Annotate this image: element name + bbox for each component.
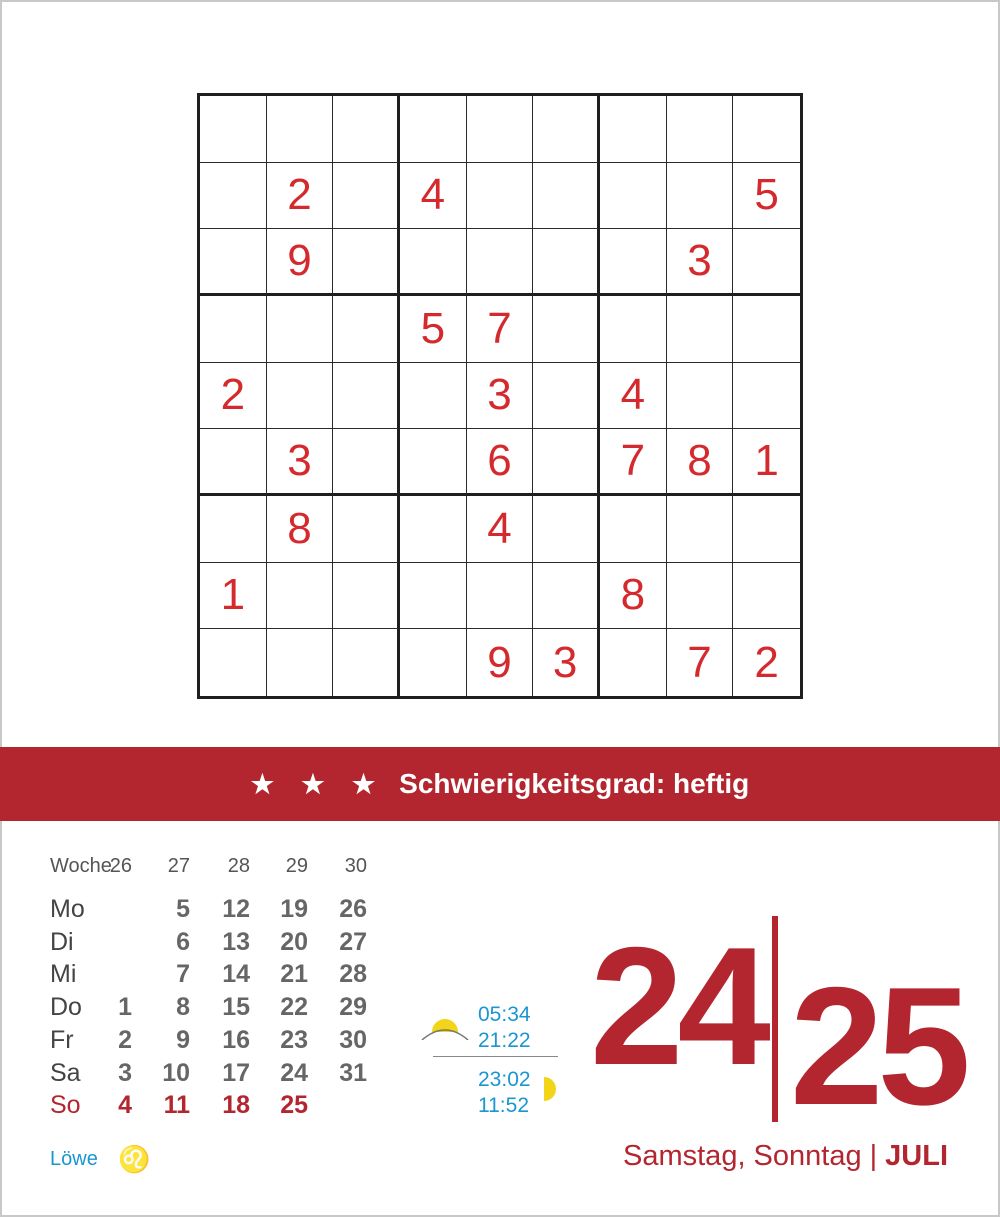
sudoku-cell[interactable] [333, 296, 400, 363]
calendar-date: 2 [118, 1025, 132, 1054]
sun-moon-divider [433, 1056, 558, 1057]
sudoku-cell[interactable]: 5 [733, 163, 800, 230]
sudoku-cell[interactable]: 8 [267, 496, 334, 563]
sudoku-cell[interactable]: 9 [467, 629, 534, 696]
sudoku-cell[interactable]: 1 [200, 563, 267, 630]
sudoku-cell[interactable] [400, 496, 467, 563]
calendar-date: 25 [280, 1091, 308, 1120]
sudoku-cell[interactable] [400, 563, 467, 630]
sudoku-cell[interactable] [200, 429, 267, 496]
sudoku-cell[interactable] [267, 363, 334, 430]
sudoku-cell[interactable]: 5 [400, 296, 467, 363]
moonset-time: 11:52 [478, 1094, 529, 1117]
calendar-date: 21 [280, 960, 308, 989]
calendar-date: 6 [176, 927, 190, 956]
sudoku-cell[interactable] [600, 629, 667, 696]
sudoku-cell[interactable]: 2 [267, 163, 334, 230]
sudoku-cell[interactable] [400, 429, 467, 496]
sudoku-cell[interactable] [400, 229, 467, 296]
calendar-date: 1 [118, 993, 132, 1022]
sudoku-cell[interactable]: 7 [467, 296, 534, 363]
sudoku-cell[interactable] [667, 363, 734, 430]
calendar-date: 5 [176, 895, 190, 923]
sudoku-cell[interactable] [667, 96, 734, 163]
calendar-date: 11 [163, 1091, 190, 1120]
sudoku-cell[interactable] [733, 496, 800, 563]
weekday-names: Samstag, Sonntag [623, 1140, 862, 1172]
sudoku-cell[interactable]: 2 [754, 637, 779, 687]
calendar-date: 27 [339, 927, 367, 956]
difficulty-text: Schwierigkeitsgrad: heftig [399, 768, 750, 799]
calendar-date: 29 [339, 993, 367, 1022]
sudoku-cell[interactable] [667, 296, 734, 363]
sudoku-cell[interactable] [200, 296, 267, 363]
calendar-date: 18 [222, 1091, 250, 1120]
calendar-date: 13 [222, 927, 250, 956]
week-number: 28 [227, 855, 250, 877]
sudoku-cell[interactable] [400, 629, 467, 696]
sudoku-cell[interactable] [333, 229, 400, 296]
calendar-date: 14 [222, 960, 250, 989]
date-day-2: 25 [790, 952, 965, 1140]
sudoku-cell[interactable]: 4 [400, 163, 467, 230]
sudoku-cell[interactable] [200, 496, 267, 563]
sudoku-cell[interactable] [533, 563, 600, 630]
sudoku-cell[interactable] [200, 629, 267, 696]
sunset-time: 21:22 [478, 1029, 531, 1052]
calendar-date: 15 [222, 993, 250, 1022]
calendar-date: 8 [176, 993, 190, 1022]
weekday-label: Di [50, 927, 74, 956]
sudoku-cell[interactable]: 3 [533, 629, 600, 696]
calendar-date: 12 [222, 895, 250, 923]
month-name: JULI [885, 1140, 948, 1172]
difficulty-banner [0, 747, 1000, 821]
sudoku-cell[interactable] [667, 496, 734, 563]
sudoku-cell[interactable] [733, 96, 800, 163]
sudoku-cell[interactable] [533, 496, 600, 563]
sudoku-cell[interactable] [333, 496, 400, 563]
sudoku-cell[interactable]: 7 [667, 629, 734, 696]
sudoku-cell[interactable] [267, 629, 334, 696]
sudoku-cell[interactable] [733, 229, 800, 296]
week-number: 30 [344, 855, 367, 877]
calendar-date: 19 [280, 895, 308, 923]
sudoku-cell[interactable]: 1 [733, 429, 800, 496]
calendar-date: 10 [162, 1058, 190, 1087]
sudoku-cell[interactable]: 9 [267, 229, 334, 296]
date-caption [623, 1140, 948, 1173]
sudoku-cell[interactable] [333, 96, 400, 163]
sudoku-cell[interactable] [600, 96, 667, 163]
week-label: Woche [50, 855, 112, 877]
weekday-label: Fr [50, 1025, 74, 1054]
sudoku-cell[interactable] [267, 563, 334, 630]
calendar-date: 24 [280, 1058, 308, 1087]
sudoku-cell[interactable] [333, 163, 400, 230]
calendar-date: 17 [222, 1058, 250, 1087]
moonrise-time: 23:02 [478, 1068, 531, 1091]
sudoku-cell[interactable] [200, 96, 267, 163]
calendar-date: 23 [280, 1025, 308, 1054]
week-number: 29 [285, 855, 308, 877]
calendar-date: 30 [339, 1025, 367, 1054]
sudoku-cell[interactable] [600, 163, 667, 230]
sudoku-cell[interactable]: 8 [600, 563, 667, 630]
calendar-date: 4 [118, 1091, 132, 1120]
sudoku-cell[interactable]: 3 [267, 429, 334, 496]
zodiac-symbol: ♌ [118, 1144, 151, 1174]
sudoku-cell[interactable] [200, 163, 267, 230]
sudoku-cell[interactable] [533, 163, 600, 230]
sudoku-cell[interactable] [400, 363, 467, 430]
weekday-label: Sa [50, 1058, 81, 1087]
weekday-label: Mo [50, 895, 85, 923]
sudoku-cell[interactable]: 7 [600, 429, 667, 496]
sudoku-cell[interactable] [467, 163, 534, 230]
weekday-label: So [50, 1091, 81, 1120]
sudoku-cell[interactable] [467, 96, 534, 163]
calendar-date: 20 [280, 927, 308, 956]
calendar-date: 3 [118, 1058, 132, 1087]
calendar-date: 26 [339, 895, 367, 923]
caption-separator: | [869, 1140, 878, 1172]
sudoku-cell[interactable] [533, 363, 600, 430]
sudoku-cell[interactable]: 4 [467, 496, 534, 563]
sudoku-cell[interactable] [267, 296, 334, 363]
sudoku-cell[interactable] [533, 96, 600, 163]
sun-icon [420, 1010, 470, 1040]
sudoku-cell[interactable] [533, 429, 600, 496]
sudoku-cell[interactable] [667, 563, 734, 630]
sudoku-cell[interactable] [333, 563, 400, 630]
sudoku-cell[interactable] [533, 229, 600, 296]
moon-icon [540, 1075, 560, 1103]
sudoku-cell[interactable] [467, 563, 534, 630]
weekday-label: Mi [50, 960, 77, 989]
calendar-date: 28 [339, 960, 367, 989]
sudoku-cell[interactable]: 6 [467, 429, 534, 496]
sudoku-grid [197, 93, 803, 699]
sudoku-cell[interactable] [333, 363, 400, 430]
sudoku-cell[interactable] [467, 229, 534, 296]
date-day-1: 24 [590, 912, 765, 1100]
difficulty-stars: ★ ★ ★ [250, 768, 386, 799]
sudoku-cell[interactable]: 3 [467, 363, 534, 430]
calendar-date: 22 [280, 993, 308, 1022]
sudoku-cell[interactable] [267, 96, 334, 163]
sudoku-cell[interactable] [400, 96, 467, 163]
sudoku-cell[interactable] [200, 229, 267, 296]
zodiac-name: Löwe [50, 1148, 98, 1170]
sudoku-cell[interactable] [733, 363, 800, 430]
sudoku-cell[interactable] [533, 296, 600, 363]
calendar-date: 7 [176, 960, 190, 989]
sudoku-cell[interactable] [733, 563, 800, 630]
sudoku-cell[interactable] [600, 229, 667, 296]
sudoku-cell[interactable] [600, 496, 667, 563]
sudoku-cell[interactable]: 2 [200, 363, 267, 430]
sudoku-cell[interactable]: 3 [667, 229, 734, 296]
sudoku-cell[interactable] [667, 163, 734, 230]
sunrise-time: 05:34 [478, 1003, 531, 1026]
sudoku-cell[interactable] [600, 296, 667, 363]
date-divider [772, 916, 778, 1122]
calendar-date: 16 [222, 1025, 250, 1054]
calendar-date: 9 [176, 1025, 190, 1054]
calendar-date: 31 [339, 1058, 367, 1087]
week-number: 27 [167, 855, 190, 877]
sudoku-cell[interactable]: 4 [600, 363, 667, 430]
sudoku-cell[interactable] [333, 429, 400, 496]
week-number: 26 [109, 855, 132, 877]
sudoku-cell[interactable] [733, 296, 800, 363]
weekday-label: Do [50, 993, 82, 1022]
sudoku-cell[interactable] [333, 629, 400, 696]
sudoku-cell[interactable]: 8 [667, 429, 734, 496]
